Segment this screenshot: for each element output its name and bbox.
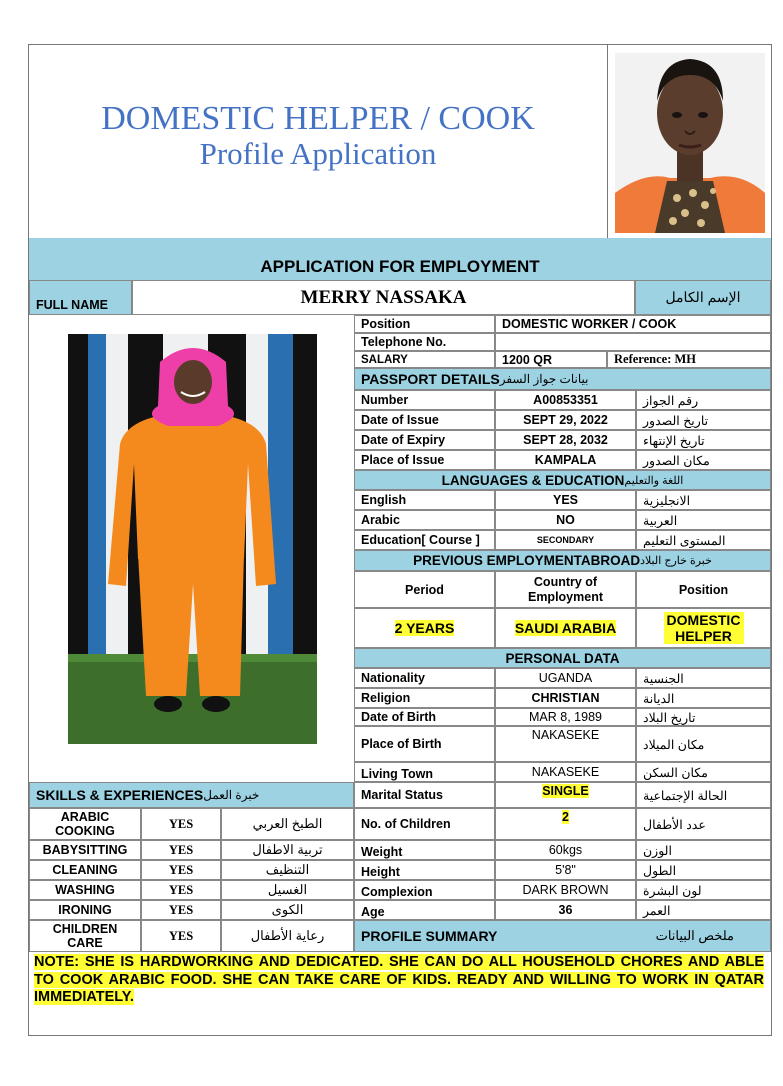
- country-column-header: Country of Employment: [495, 571, 636, 608]
- previous-employment-header-arabic: خبرة خارج البلاد: [640, 555, 712, 567]
- skill-name-arabic: تربية الاطفال: [221, 840, 354, 860]
- title-block: [28, 44, 608, 238]
- dob-label: Date of Birth: [354, 708, 495, 726]
- marital-status-label: Marital Status: [354, 782, 495, 808]
- reference-value: Reference: MH: [607, 351, 771, 368]
- telephone-value: [495, 333, 771, 351]
- children-label: No. of Children: [354, 808, 495, 840]
- birthplace-label: Place of Birth: [354, 726, 495, 762]
- position-value: DOMESTIC WORKER / COOK: [495, 315, 771, 333]
- skills-header-arabic: خبرة العمل: [203, 788, 260, 802]
- languages-header: [354, 470, 771, 490]
- position-column-header: Position: [636, 571, 771, 608]
- skill-name-arabic: التنظيف: [221, 860, 354, 880]
- period-column-header: Period: [354, 571, 495, 608]
- education-value: SECONDARY: [495, 530, 636, 550]
- nationality-label: Nationality: [354, 668, 495, 688]
- children-value: 2: [562, 810, 569, 824]
- full-body-photo: [68, 334, 317, 744]
- birthplace-arabic: مكان الميلاد: [636, 726, 771, 762]
- profile-summary-header: [354, 920, 771, 952]
- skill-name: ARABIC COOKING: [29, 808, 141, 840]
- document-title: DOMESTIC HELPER / COOK: [101, 100, 535, 137]
- skills-header-text: SKILLS & EXPERIENCES: [36, 787, 204, 803]
- expiry-date-label: Date of Expiry: [354, 430, 495, 450]
- marital-status-arabic: الحالة الإجتماعية: [636, 782, 771, 808]
- children-arabic: عدد الأطفال: [636, 808, 771, 840]
- complexion-value: DARK BROWN: [495, 880, 636, 900]
- profile-summary-label: PROFILE SUMMARY: [361, 928, 498, 944]
- skill-name-arabic: الطبخ العربي: [221, 808, 354, 840]
- full-name-value: MERRY NASSAKA: [132, 280, 635, 315]
- age-value: 36: [495, 900, 636, 920]
- employment-period: 2 YEARS: [394, 620, 455, 636]
- skill-name-arabic: الغسيل: [221, 880, 354, 900]
- religion-value: CHRISTIAN: [495, 688, 636, 708]
- skills-header: [29, 782, 354, 808]
- birthplace-value: NAKASEKE: [495, 726, 636, 762]
- skill-name: BABYSITTING: [29, 840, 141, 860]
- skill-value: YES: [141, 808, 221, 840]
- skill-name-arabic: رعاية الأطفال: [221, 920, 354, 952]
- skill-value: YES: [141, 880, 221, 900]
- skill-value: YES: [141, 860, 221, 880]
- languages-header-arabic: اللغة والتعليم: [624, 474, 684, 487]
- issue-date-label: Date of Issue: [354, 410, 495, 430]
- full-name-label: FULL NAME: [29, 280, 132, 315]
- issue-place-arabic: مكان الصدور: [636, 450, 771, 470]
- passport-photo: [615, 53, 765, 233]
- education-label: Education[ Course ]: [354, 530, 495, 550]
- skill-value: YES: [141, 900, 221, 920]
- previous-employment-header: [354, 550, 771, 571]
- skill-name-arabic: الكوى: [221, 900, 354, 920]
- employment-position-cell: [636, 608, 771, 648]
- weight-label: Weight: [354, 840, 495, 860]
- skill-value: YES: [141, 920, 221, 952]
- passport-header: [354, 368, 771, 390]
- issue-date-value: SEPT 29, 2022: [495, 410, 636, 430]
- weight-value: 60kgs: [495, 840, 636, 860]
- telephone-label: Telephone No.: [354, 333, 495, 351]
- passport-number-arabic: رقم الجواز: [636, 390, 771, 410]
- document-subtitle: Profile Application: [199, 136, 437, 171]
- expiry-date-value: SEPT 28, 2032: [495, 430, 636, 450]
- skill-name: WASHING: [29, 880, 141, 900]
- skill-value: YES: [141, 840, 221, 860]
- height-value: 5'8": [495, 860, 636, 880]
- personal-data-header: PERSONAL DATA: [354, 648, 771, 668]
- nationality-arabic: الجنسية: [636, 668, 771, 688]
- issue-date-arabic: تاريخ الصدور: [636, 410, 771, 430]
- profile-note: [34, 954, 764, 1007]
- previous-employment-header-text: PREVIOUS EMPLOYMENTABROAD: [413, 553, 641, 568]
- skill-name: CHILDREN CARE: [29, 920, 141, 952]
- complexion-arabic: لون البشرة: [636, 880, 771, 900]
- living-town-arabic: مكان السكن: [636, 762, 771, 782]
- salary-label: SALARY: [354, 351, 495, 368]
- expiry-date-arabic: تاريخ الإنتهاء: [636, 430, 771, 450]
- living-town-value: NAKASEKE: [495, 762, 636, 782]
- skill-name: CLEANING: [29, 860, 141, 880]
- complexion-label: Complexion: [354, 880, 495, 900]
- living-town-label: Living Town: [354, 762, 495, 782]
- religion-arabic: الديانة: [636, 688, 771, 708]
- issue-place-value: KAMPALA: [495, 450, 636, 470]
- application-banner-text: APPLICATION FOR EMPLOYMENT: [260, 257, 540, 276]
- height-arabic: الطول: [636, 860, 771, 880]
- salary-value: 1200 QR: [495, 351, 607, 368]
- nationality-value: UGANDA: [495, 668, 636, 688]
- issue-place-label: Place of Issue: [354, 450, 495, 470]
- marital-status-value: SINGLE: [542, 784, 589, 798]
- profile-note-text: NOTE: SHE IS HARDWORKING AND DEDICATED. SHE CAN DO ALL HOUSEHOLD CHORES AND ABLE TO COOK ARABIC FOOD. SHE CAN TAKE CARE OF KIDS. READY AND WILLING TO WORK IN QATAR IMMEDIATELY.: [34, 954, 764, 1005]
- arabic-value: NO: [495, 510, 636, 530]
- skill-name: IRONING: [29, 900, 141, 920]
- marital-status-cell: [495, 782, 636, 808]
- religion-label: Religion: [354, 688, 495, 708]
- employment-country-cell: [495, 608, 636, 648]
- passport-number-label: Number: [354, 390, 495, 410]
- arabic-label: Arabic: [354, 510, 495, 530]
- languages-header-text: LANGUAGES & EDUCATION: [441, 472, 625, 488]
- passport-header-arabic: بيانات جواز السفر: [499, 372, 589, 386]
- children-cell: [495, 808, 636, 840]
- english-arabic: الانجليزية: [636, 490, 771, 510]
- application-banner: [29, 238, 771, 280]
- passport-header-text: PASSPORT DETAILS: [361, 371, 500, 387]
- education-arabic: المستوى التعليم: [636, 530, 771, 550]
- position-label: Position: [354, 315, 495, 333]
- profile-summary-arabic: ملخص البيانات: [655, 928, 734, 943]
- english-label: English: [354, 490, 495, 510]
- height-label: Height: [354, 860, 495, 880]
- employment-country: SAUDI ARABIA: [514, 620, 617, 636]
- arabic-arabic: العربية: [636, 510, 771, 530]
- employment-period-cell: [354, 608, 495, 648]
- passport-number-value: A00853351: [495, 390, 636, 410]
- age-label: Age: [354, 900, 495, 920]
- dob-arabic: تاريخ البلاد: [636, 708, 771, 726]
- weight-arabic: الوزن: [636, 840, 771, 860]
- english-value: YES: [495, 490, 636, 510]
- full-name-label-arabic: الإسم الكامل: [635, 280, 771, 315]
- passport-photo-box: [607, 44, 772, 238]
- dob-value: MAR 8, 1989: [495, 708, 636, 726]
- employment-position: DOMESTIC HELPER: [664, 612, 744, 644]
- age-arabic: العمر: [636, 900, 771, 920]
